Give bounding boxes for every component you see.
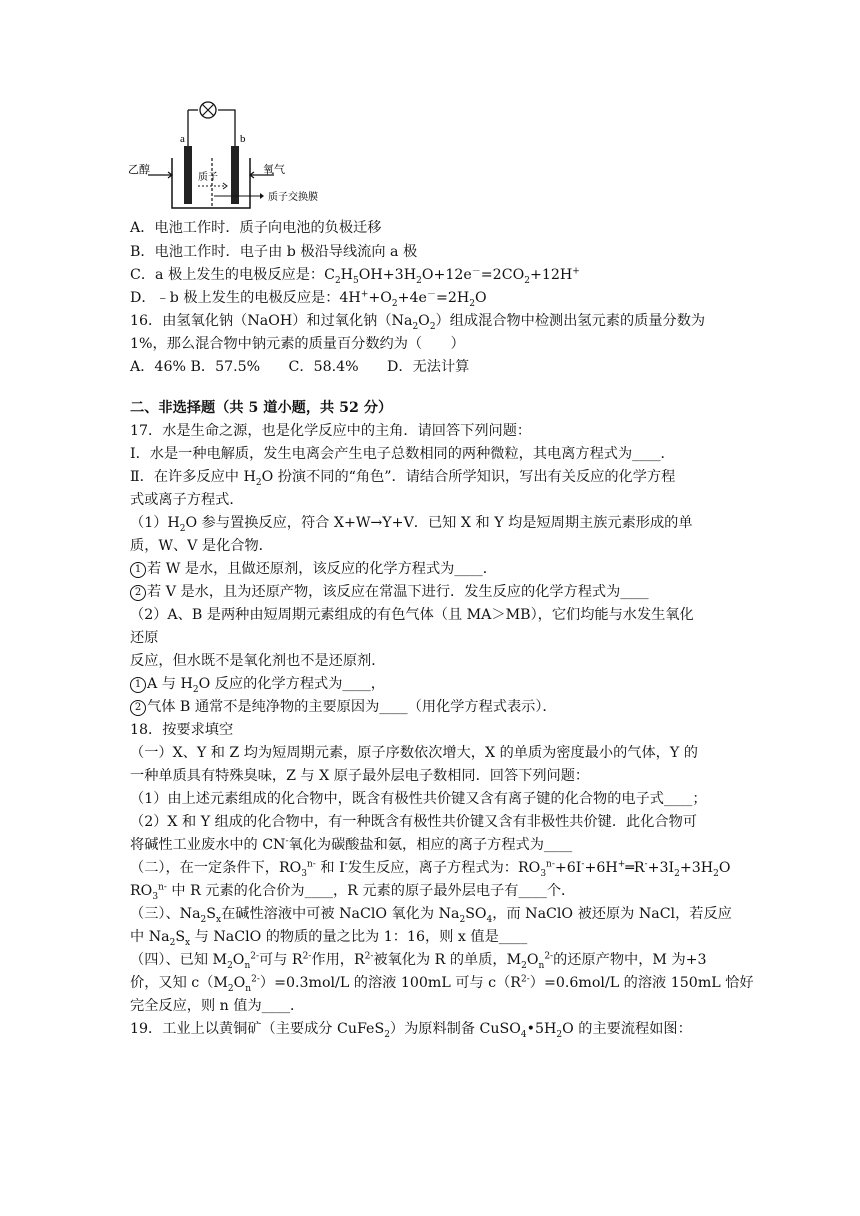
q17-sub1-cont: 质，W、V 是化合物．	[130, 538, 273, 554]
q17-sub2: （2）A、B 是两种由短周期元素组成的有色气体（且 MA＞MB），它们均能与水发生氧化	[130, 607, 694, 623]
q18-p3-l2: 中 $Na_2S_x$ 与 NaClO 的物质的量之比为 1：16，则 x 值是____	[130, 929, 528, 948]
q16-line1: 16．由氢氧化钠（NaOH）和过氧化钠$(Na_2O_2)$组成混合物中检测出氢元素的质量分数为	[130, 313, 706, 332]
q16-line2: 1%，那么混合物中钠元素的质量百分数约为（ ）	[130, 336, 465, 352]
q17-part1: I．水是一种电解质，发生电离会产生电子总数相同的两种微粒，其电离方程式为____．	[130, 446, 675, 462]
label-a: a	[180, 133, 185, 145]
section-heading: 二、非选择题（共 5 道小题，共 52 分）	[130, 400, 393, 416]
fuel-cell-svg	[128, 100, 328, 218]
q15-option-b: B．电池工作时．电子由 b 极沿导线流向 a 极	[130, 244, 418, 260]
q16-options: A．46% B．57.5% C．58.4% D．无法计算	[130, 359, 470, 375]
label-membrane: 质子交换膜	[268, 192, 318, 203]
q18-p2-l1: （二），在一定条件下，$RO_3^{n-}$ 和 I-发生反应，离子方程式为：$RO_3^{n-}+6I^-+6H^+═R^-+3I_2+3H_2O$	[130, 859, 731, 879]
label-b: b	[240, 133, 246, 145]
label-ethanol: 乙醇	[128, 163, 150, 176]
q15-option-d: D．﹣b 极上发生的电极反应是：$4H^++O_2+4e^-=2H_2O$	[130, 289, 487, 309]
q17-part2: Ⅱ．在许多反应中 $H_2O$ 扮演不同的“角色”．请结合所学知识，写出有关反应的化学方程	[130, 469, 676, 488]
q15-option-a: A．电池工作时．质子向电池的负极迁移	[130, 220, 382, 236]
q18-p4-l2: 价，又知 $c(M_2O_n^{2-})=0.3mol/L$ 的溶液 100mL 可与 $c(R^{2-})=0.6mol/L$ 的溶液 150mL 恰好	[130, 974, 754, 994]
q17-part2-cont: 式或离子方程式．	[130, 492, 244, 508]
q18-p4-l1: （四）、已知 $M_2O_n^{2-}$可与 $R^{2-}$作用，$R^{2-}$被氧化为 R 的单质，$M_2O_n^{2-}$的还原产物中，M 为+3	[130, 951, 707, 971]
q18-p1-l1: （一）X、Y 和 Z 均为短周期元素，原子序数依次增大，X 的单质为密度最小的气体，Y 的	[130, 745, 698, 761]
q18-p1-q2-cont: 将碱性工业废水中的 CN-氧化为碳酸盐和氨，相应的离子方程式为____	[130, 836, 573, 853]
q15-option-c: C．a 极上发生的电极反应是：$C_2H_5OH+3H_2O+12e^-=2CO_2+12H^+$	[130, 266, 580, 286]
q17-sub2-cont1: 还原	[130, 630, 159, 646]
fuel-cell-diagram	[128, 100, 328, 218]
q19-line: 19．工业上以黄铜矿（主要成分 CuFeS$_2$）为原料制备 $CuSO_4•5H_2O$ 的主要流程如图：	[130, 1021, 692, 1040]
label-oxygen: 氧气	[263, 163, 285, 176]
q18-p1-l2: 一种单质具有特殊臭味，Z 与 X 原子最外层电子数相同．回答下列问题：	[130, 768, 590, 784]
q18-intro: 18．按要求填空	[130, 722, 234, 738]
q18-p2-l2: $RO_3^{n-}$ 中 R 元素的化合价为____，R 元素的原子最外层电子有____个．	[130, 882, 576, 902]
q17-sub2-cont2: 反应，但水既不是氧化剂也不是还原剂．	[130, 653, 386, 669]
q18-p3-l1: （三）、$Na_2S_x$在碱性溶液中可被 NaClO 氧化为 $Na_2SO_4$，而 NaClO 被还原为 NaCl，若反应	[130, 906, 732, 925]
q17-sub1: $(1)H_2O$ 参与置换反应，符合 X+W→Y+V．已知 X 和 Y 均是短周期主族元素形成的单	[130, 515, 693, 534]
q17-d1: 1 A 与 $H_2O$ 反应的化学方程式为____，	[130, 674, 385, 694]
q18-p4-l3: 完全反应，则 n 值为____．	[130, 998, 305, 1014]
q18-p1-q1: （1）由上述元素组成的化合物中，既含有极性共价键又含有离子键的化合物的电子式____；	[130, 791, 707, 807]
q17-intro: 17．水是生命之源，也是化学反应中的主角．请回答下列问题：	[130, 423, 532, 439]
q17-c2: 2 若 V 是水，且为还原产物，该反应在常温下进行．发生反应的化学方程式为____	[130, 582, 649, 602]
q18-p1-q2: （2）X 和 Y 组成的化合物中，有一种既含有极性共价键又含有非极性共价键．此化合物可	[130, 814, 697, 830]
q17-c1: 1 若 W 是水，且做还原剂，该反应的化学方程式为____．	[130, 559, 497, 579]
q17-d2: 2 气体 B 通常不是纯净物的主要原因为____（用化学方程式表示）．	[130, 697, 557, 717]
label-proton: 质子	[198, 172, 218, 183]
